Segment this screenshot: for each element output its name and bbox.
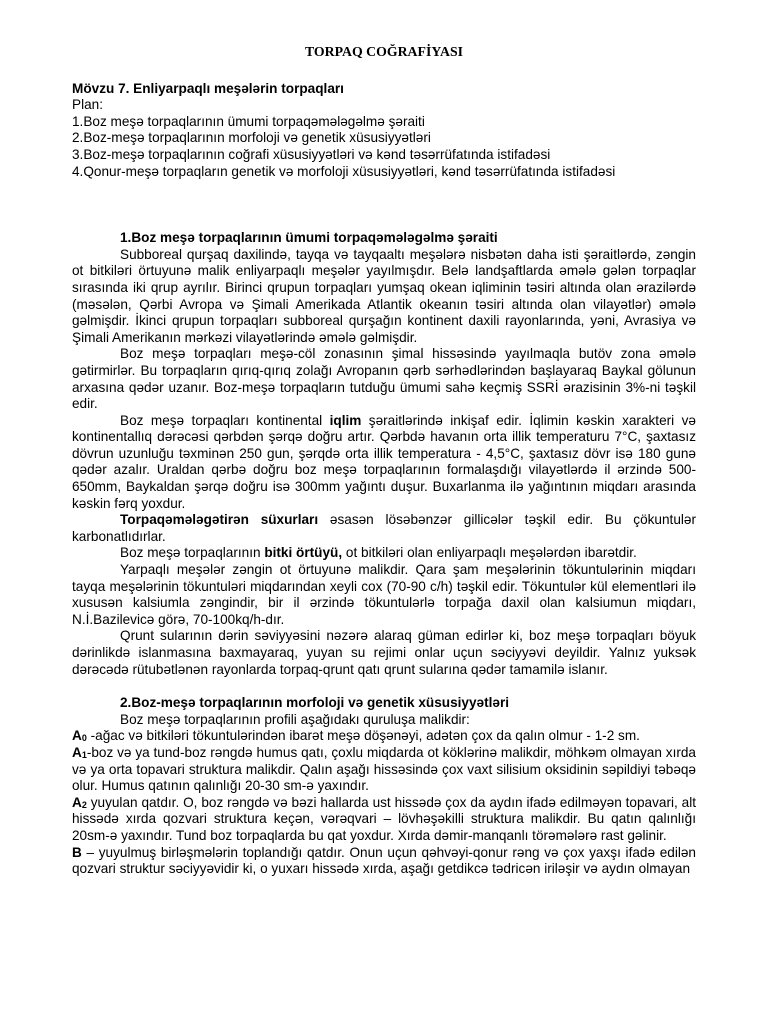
section-2-heading: 2.Boz-meşə torpaqlarının morfoloji və genetik xüsusiyyətləri bbox=[120, 695, 510, 711]
horizon-label: A bbox=[72, 728, 82, 744]
text-run: ot bitkiləri olan enliyarpaqlı meşələrdən ibarətdir. bbox=[342, 545, 637, 561]
paragraph: Boz meşə torpaqlarının profili aşağıdakı quruluşa malikdir: bbox=[120, 711, 470, 727]
plan-item: 2.Boz-meşə torpaqlarının morfoloji və genetik xüsusiyyətləri bbox=[72, 130, 431, 146]
topic-heading: Mövzu 7. Enliyarpaqlı meşələrin torpaqları bbox=[72, 80, 344, 96]
paragraph bbox=[72, 413, 696, 513]
text-run: yuyulan qatdır. O, boz rəngdə və bəzi hallarda ust hissədə çox da aydın ifadə edilməyən topavari, alt hissədə xırda qozvari struktura keçən, vərəqvari – lövhəşəkilli struktura malikdir. Bu qatın qalınlığı 20sm-ə yaxındır. Tund boz torpaqlarda bu qat yoxdur. Xırda dəmir-manqanlı törəmələrə rast gəlinir. bbox=[72, 794, 696, 843]
paragraph bbox=[72, 512, 696, 545]
document-title: TORPAQ COĞRAFİYASI bbox=[304, 44, 464, 59]
paragraph: Yarpaqlı meşələr zəngin ot örtuyunə malikdir. Qara şam meşələrinin tökuntulərinin miqdarı tayqa meşələrinin tökuntuləri miqdarından xeyli cox (70-90 c/h) təşkil edir. Tökuntulər kül elementləri ilə xususən kalsiumla zəngindir, bir il ərzində tökuntulərlə torpağa daxil olan kalsiumun miqdarı, N.İ.Bazilevicə görə, 70-100kq/h-dır. bbox=[72, 562, 696, 627]
paragraph: Qrunt sularının dərin səviyyəsini nəzərə alaraq güman edirlər ki, boz meşə torpaqları böyuk dərinlikdə islanmasına baxmayaraq, yuyan su rejimi onlar uçun səciyyəvi deyildir. Yalnız yuksək dərəcədə rütubətlənən rayonlarda torpaq-qrunt qatı qrunt sularına qədər tamamilə islanır. bbox=[72, 628, 696, 677]
plan-item: 4.Qonur-meşə torpaqların genetik və morfoloji xüsusiyyətləri, kənd təsərrüfatında istifadəsi bbox=[72, 163, 616, 179]
paragraph: Boz meşə torpaqları meşə-cöl zonasının şimal hissəsində yayılmaqla butöv zona əmələ gətirmirlər. Bu torpaqların qırıq-qırıq zolağı Avropanın qərb sərhədlərindən başlayaraq Baykal gölunun arxasına qədər uzanır. Boz-meşə torpaqların tutduğu ümumi sahə keçmiş SSRİ ərazisinin 3%-ni təşkil edir. bbox=[72, 346, 696, 412]
plan-label: Plan: bbox=[72, 97, 103, 113]
plan-item: 3.Boz-meşə torpaqlarının coğrafi xüsusiyyətləri və kənd təsərrüfatında istifadəsi bbox=[72, 146, 551, 162]
text-run: əsasən lösəbənzər gillicələr təşkil edir. Bu çökuntulər karbonatlıdırlar. bbox=[72, 512, 697, 544]
horizon-label: A bbox=[72, 744, 82, 760]
text-run: Boz meşə torpaqları kontinental bbox=[120, 412, 330, 428]
horizon-index: 1 bbox=[81, 749, 87, 760]
bold-term: bitki örtüyü, bbox=[264, 545, 343, 561]
horizon-label: A bbox=[72, 794, 82, 810]
text-run: şəraitlərində inkişaf edir. İqlimin kəskin xarakteri və kontinentallıq dərəcəsi qərbdən şərqə doğru artır. Qərbdə havanın orta illik temperaturu 7°C, şaxtasız dövrun uzunluğu təxminən 250 gun, şərqdə orta illik temperatura - 4,5°C, şaxtasız dövr isə 180 gunə qədər azalır. Uraldan qərbə doğru boz meşə torpaqlarının formalaşdığı vilayətlərdə il ərzində 500-650mm, Baykaldan şərqə doğru isə 300mm yağıntı duşur. Buxarlanma ilə yağıntının miqdarı arasında kəskin fərq yoxdur. bbox=[72, 412, 696, 511]
text-run: -ağac və bitkiləri tökuntulərindən ibarət meşə döşənəyi, adətən çox da qalın olmur - 1-2 sm. bbox=[86, 728, 640, 744]
plan-item: 1.Boz meşə torpaqlarının ümumi torpaqəmələgəlmə şəraiti bbox=[72, 113, 425, 129]
bold-term: Torpaqəmələgətirən süxurları bbox=[120, 512, 319, 528]
paragraph: Subboreal qurşaq daxilində, tayqa və tayqaaltı meşələrə nisbətən daha isti şəraitlərdə, zəngin ot bitkiləri örtuyunə malik enliyarpaqlı meşələr yayılmışdır. Belə landşaftlarda əmələ gələn torpaqlar sırasında iki qrup ayrılır. Birinci qrupun torpaqları yumşaq okean iqliminin təsiri altında olan ərazilərdə (məsələn, Qərbi Avropa və Şimali Amerikada Atlantik okeanın təsiri altında olan vilayətlər) əmələ gəlmişdir. İkinci qrupun torpaqları subboreal qurşağın kontinent daxili rayonlarında, yəni, Avrasiya və Şimali Amerikanın mərkəzi vilayətlərində əmələ gəlmişdir. bbox=[72, 246, 696, 345]
text-run: -boz və ya tund-boz rəngdə humus qatı, çoxlu miqdarda ot köklərinə malikdir, möhkəm olmayan xırda və ya orta topavari struktura malikdir. Qalın aşağı hissəsində çox vaxt silisium oksidinin səpildiyi təbəqə olur. Humus qatının qalınlığı 20-30 sm-ə yaxındır. bbox=[72, 744, 696, 794]
bold-term: iqlim bbox=[329, 412, 362, 428]
horizon-index: 2 bbox=[81, 799, 87, 810]
horizon-a2 bbox=[72, 795, 696, 845]
text-run: Boz meşə torpaqlarının bbox=[120, 545, 265, 561]
horizon-a1 bbox=[72, 745, 696, 795]
text-run: – yuyulmuş birləşmələrin toplandığı qatdır. Onun uçun qəhvəyi-qonur rəng və çox yaxşı ifadə edilən qozvari struktur səciyyəvidir ki, o yuxarı hissədə xırda, aşağı getdikcə tədricən iriləşir və aydın olmayan bbox=[72, 844, 696, 877]
horizon-b bbox=[72, 845, 696, 878]
horizon-a0 bbox=[72, 728, 696, 745]
horizon-index: 0 bbox=[81, 733, 87, 744]
section-1-heading: 1.Boz meşə torpaqlarının ümumi torpaqəmələgəlmə şəraiti bbox=[120, 230, 498, 246]
paragraph bbox=[72, 545, 696, 562]
horizon-label: B bbox=[72, 844, 82, 860]
